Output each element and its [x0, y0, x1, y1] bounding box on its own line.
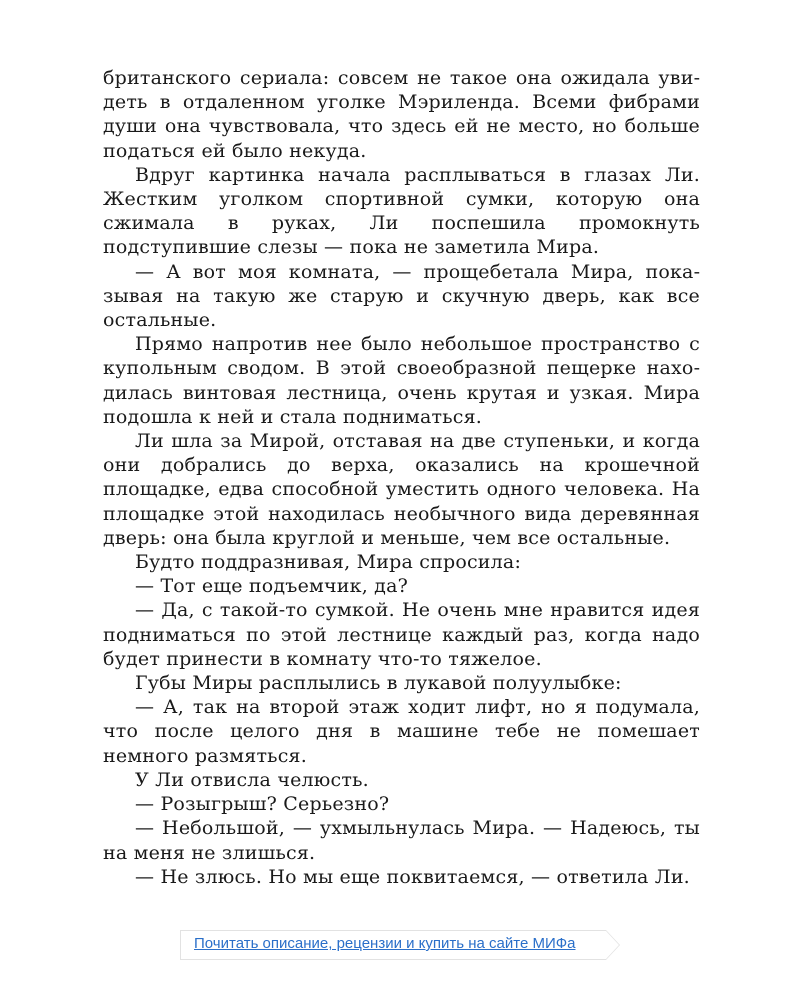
chevron-right-icon-fill [606, 931, 619, 959]
paragraph: — А вот моя комната, — прощебетала Мира, показывая на такую же старую и скучную дверь, как все остальные. [103, 260, 700, 332]
paragraph: — Не злюсь. Но мы еще поквитаемся, — ответила Ли. [135, 865, 690, 888]
paragraph: Губы Миры расплылись в лукавой полуулыбке: [135, 672, 622, 695]
paragraph: — Небольшой, — ухмыльнулась Мира. — Надеюсь, ты на меня не злишься. [103, 817, 700, 864]
paragraph: Прямо напротив нее было небольшое пространство с купольным сводом. В этой своеобразной пещерке находилась винтовая лестница, очень крутая и узкая. Мира подошла к ней и стала подниматься. [103, 333, 700, 428]
paragraph: Будто поддразнивая, Мира спросила: [135, 551, 522, 574]
paragraph: Вдруг картинка начала расплываться в глазах Ли. Жестким уголком спортивной сумки, которую она сжимала в руках, Ли поспешила промокнуть подступившие слезы — пока не заметила Мира. [103, 163, 700, 259]
paragraph: У Ли отвисла челюсть. [135, 768, 369, 791]
paragraph: британского сериала: совсем не такое она ожидала увидеть в отдаленном уголке Мэриленда. Всеми фибрами души она чувствовала, что здесь ей не место, но больше податься ей было некуда. [103, 67, 700, 162]
paragraph: — Да, с такой-то сумкой. Не очень мне нравится идея подниматься по этой лестнице каждый раз, когда надо будет принести в комнату что-то тяжелое. [103, 599, 700, 670]
paragraph: Ли шла за Мирой, отставая на две ступеньки, и когда они добрались до верха, оказались на крошечной площадке, едва способной уместить одного человека. На площадке этой находилась необычного вида деревянная дверь: она была круглой и меньше, чем все остальные. [103, 430, 700, 549]
book-page-text [103, 66, 700, 889]
paragraph: — Розыгрыш? Серьезно? [135, 793, 390, 816]
buy-link[interactable]: Почитать описание, рецензии и купить на сайте МИФа [194, 935, 576, 952]
paragraph: — А, так на второй этаж ходит лифт, но я подумала, что после целого дня в машине тебе не помешает немного размяться. [103, 696, 700, 767]
buy-link-banner[interactable] [180, 930, 620, 960]
paragraph: — Тот еще подъемчик, да? [135, 575, 408, 598]
